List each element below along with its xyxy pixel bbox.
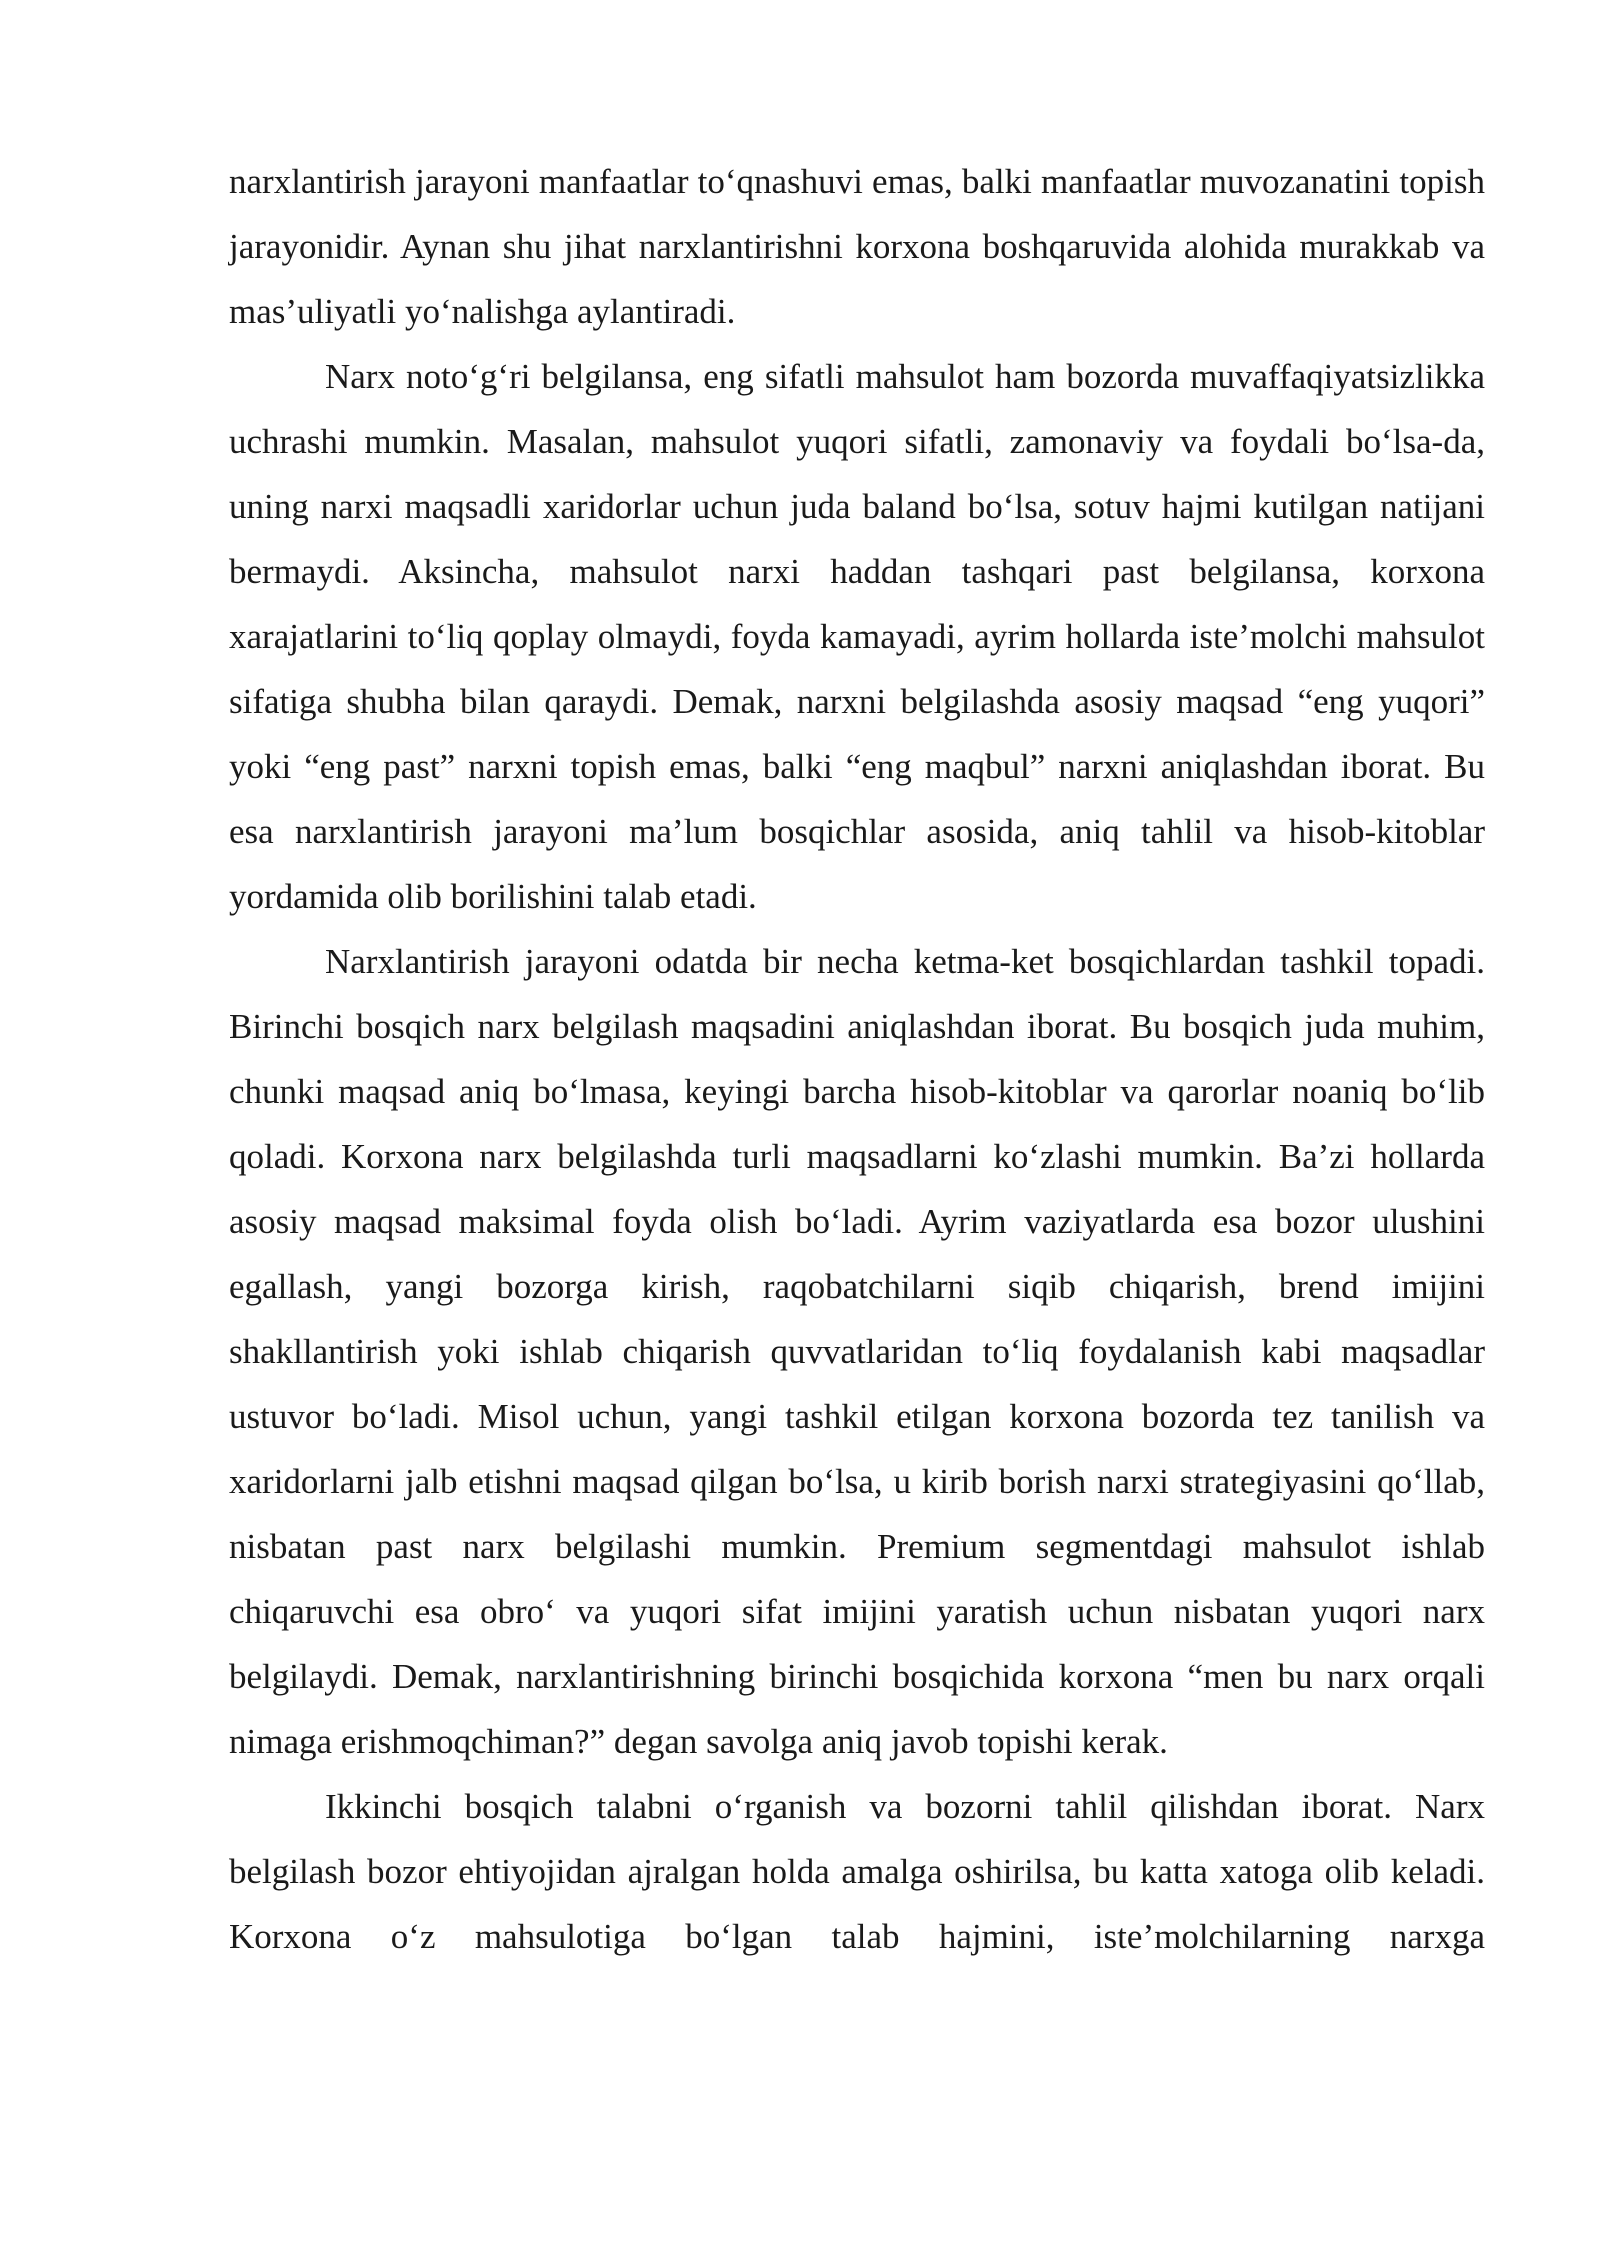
paragraph: Narxlantirish jarayoni odatda bir necha ketma-ket bosqichlardan tashkil topadi. Birinchi bosqich narx belgilash maqsadini aniqlashdan iborat. Bu bosqich juda muhim, chunki maqsad aniq bo‘lmasa, keyingi barcha hisob-kitoblar va qarorlar noaniq bo‘lib qoladi. Korxona narx belgilashda turli maqsadlarni ko‘zlashi mumkin. Ba’zi hollarda asosiy maqsad maksimal foyda olish bo‘ladi. Ayrim vaziyatlarda esa bozor ulushini egallash, yangi bozorga kirish, raqobatchilarni siqib chiqarish, brend imijini shakllantirish yoki ishlab chiqarish quvvatlaridan to‘liq foydalanish kabi maqsadlar ustuvor bo‘ladi. Misol uchun, yangi tashkil etilgan korxona bozorda tez tanilish va xaridorlarni jalb etishni maqsad qilgan bo‘lsa, u kirib borish narxi strategiyasini qo‘llab, nisbatan past narx belgilashi mumkin. Premium segmentdagi mahsulot ishlab chiqaruvchi esa obro‘ va yuqori sifat imijini yaratish uchun nisbatan yuqori narx belgilaydi. Demak, narxlantirishning birinchi bosqichida korxona “men bu narx orqali nimaga erishmoqchiman?” degan savolga aniq javob topishi kerak. (229, 942, 1485, 1761)
paragraph-continued: narxlantirish jarayoni manfaatlar to‘qnashuvi emas, balki manfaatlar muvozanatini topish jarayonidir. Aynan shu jihat narxlantirishni korxona boshqaruvida alohida murakkab va mas’uliyatli yo‘nalishga aylantiradi. (229, 162, 1485, 331)
paragraph: Ikkinchi bosqich talabni o‘rganish va bozorni tahlil qilishdan iborat. Narx belgilash bozor ehtiyojidan ajralgan holda amalga oshirilsa, bu katta xatoga olib keladi. Korxona o‘z mahsulotiga bo‘lgan talab hajmini, iste’molchilarning narxga (229, 1787, 1485, 1956)
body-text (229, 149, 1485, 1969)
paragraph: Narx noto‘g‘ri belgilansa, eng sifatli mahsulot ham bozorda muvaffaqiyatsizlikka uchrashi mumkin. Masalan, mahsulot yuqori sifatli, zamonaviy va foydali bo‘lsa-da, uning narxi maqsadli xaridorlar uchun juda baland bo‘lsa, sotuv hajmi kutilgan natijani bermaydi. Aksincha, mahsulot narxi haddan tashqari past belgilansa, korxona xarajatlarini to‘liq qoplay olmaydi, foyda kamayadi, ayrim hollarda iste’molchi mahsulot sifatiga shubha bilan qaraydi. Demak, narxni belgilashda asosiy maqsad “eng yuqori” yoki “eng past” narxni topish emas, balki “eng maqbul” narxni aniqlashdan iborat. Bu esa narxlantirish jarayoni ma’lum bosqichlar asosida, aniq tahlil va hisob-kitoblar yordamida olib borilishini talab etadi. (229, 357, 1485, 916)
